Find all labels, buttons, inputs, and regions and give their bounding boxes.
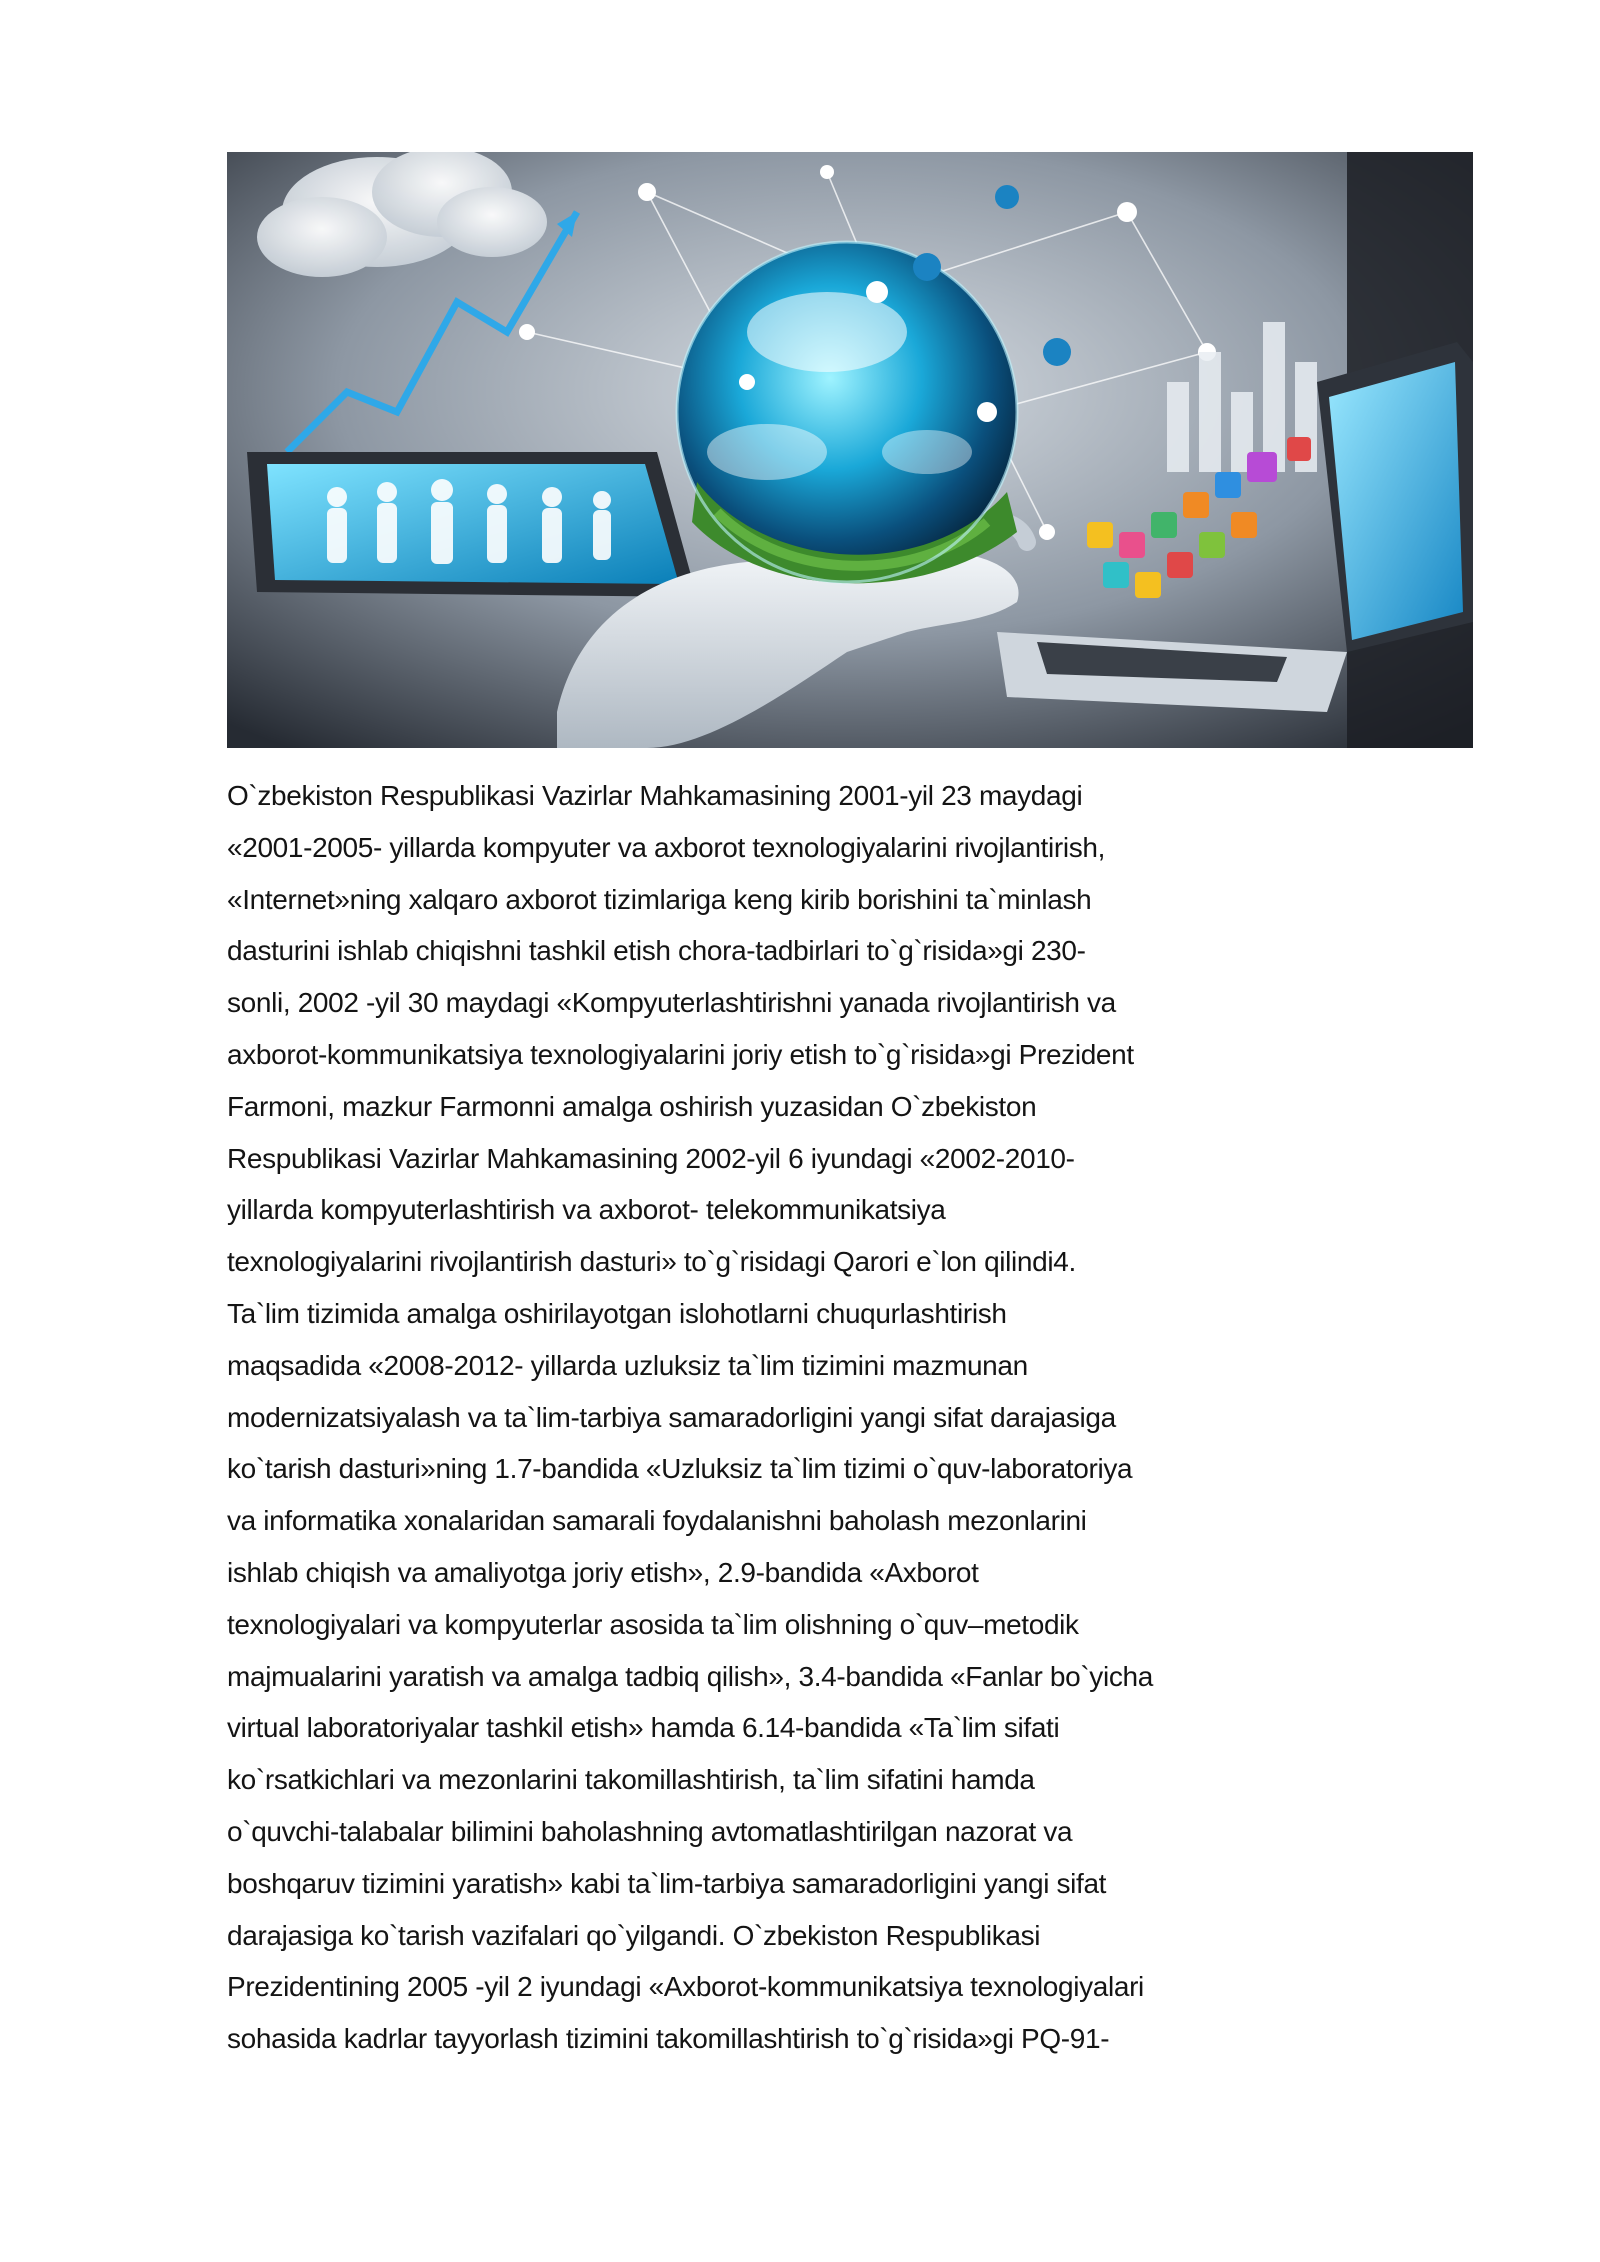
text-line: sohasida kadrlar tayyorlash tizimini takomillashtirish to`g`risida»gi PQ-91- [227, 2023, 1110, 2055]
text-line: Ta`lim tizimida amalga oshirilayotgan islohotlarni chuqurlashtirish [227, 1297, 1007, 1329]
text-line: sonli, 2002 -yil 30 maydagi «Kompyuterlashtirishni yanada rivojlantirish va [227, 987, 1116, 1019]
body-text [227, 770, 1487, 2065]
text-line: majmualarini yaratish va amalga tadbiq qilish», 3.4-bandida «Fanlar bo`yicha [227, 1660, 1153, 1692]
text-line: texnologiyalarini rivojlantirish dasturi» to`g`risidagi Qarori e`lon qilindi4. [227, 1246, 1076, 1278]
text-line: darajasiga ko`tarish vazifalari qo`yilgandi. O`zbekiston Respublikasi [227, 1919, 1041, 1951]
text-line: modernizatsiyalash va ta`lim-tarbiya samaradorligini yangi sifat darajasiga [227, 1401, 1116, 1433]
text-line: ko`rsatkichlari va mezonlarini takomillashtirish, ta`lim sifatini hamda [227, 1764, 1035, 1796]
text-line: «2001-2005- yillarda kompyuter va axborot texnologiyalarini rivojlantirish, [227, 831, 1105, 863]
text-line: virtual laboratoriyalar tashkil etish» hamda 6.14-bandida «Ta`lim sifati [227, 1712, 1060, 1744]
technology-globe-illustration-icon [227, 152, 1473, 748]
text-line: ishlab chiqish va amaliyotga joriy etish», 2.9-bandida «Axborot [227, 1556, 979, 1588]
text-line: «Internet»ning xalqaro axborot tizimlariga keng kirib borishini ta`minlash [227, 883, 1092, 915]
text-line: Farmoni, mazkur Farmonni amalga oshirish yuzasidan O`zbekiston [227, 1090, 1037, 1122]
text-line: boshqaruv tizimini yaratish» kabi ta`lim-tarbiya samaradorligini yangi sifat [227, 1867, 1107, 1899]
text-line: axborot-kommunikatsiya texnologiyalarini joriy etish to`g`risida»gi Prezident [227, 1038, 1134, 1070]
text-line: texnologiyalari va kompyuterlar asosida ta`lim olishning o`quv–metodik [227, 1608, 1079, 1640]
text-line: Respublikasi Vazirlar Mahkamasining 2002-yil 6 iyundagi «2002-2010- [227, 1142, 1075, 1174]
text-line: dasturini ishlab chiqishni tashkil etish chora-tadbirlari to`g`risida»gi 230- [227, 935, 1086, 967]
text-line: O`zbekiston Respublikasi Vazirlar Mahkamasining 2001-yil 23 maydagi [227, 780, 1083, 811]
text-line: o`quvchi-talabalar bilimini baholashning avtomatlashtirilgan nazorat va [227, 1815, 1073, 1847]
text-line: Prezidentining 2005 -yil 2 iyundagi «Axborot-kommunikatsiya texnologiyalari [227, 1971, 1144, 2003]
text-line: va informatika xonalaridan samarali foydalanishni baholash mezonlarini [227, 1505, 1087, 1537]
technology-illustration [227, 152, 1473, 748]
text-line: ko`tarish dasturi»ning 1.7-bandida «Uzluksiz ta`lim tizimi o`quv-laboratoriya [227, 1453, 1133, 1485]
text-line: yillarda kompyuterlashtirish va axborot- telekommunikatsiya [227, 1194, 946, 1226]
text-line: maqsadida «2008-2012- yillarda uzluksiz ta`lim tizimini mazmunan [227, 1349, 1028, 1381]
